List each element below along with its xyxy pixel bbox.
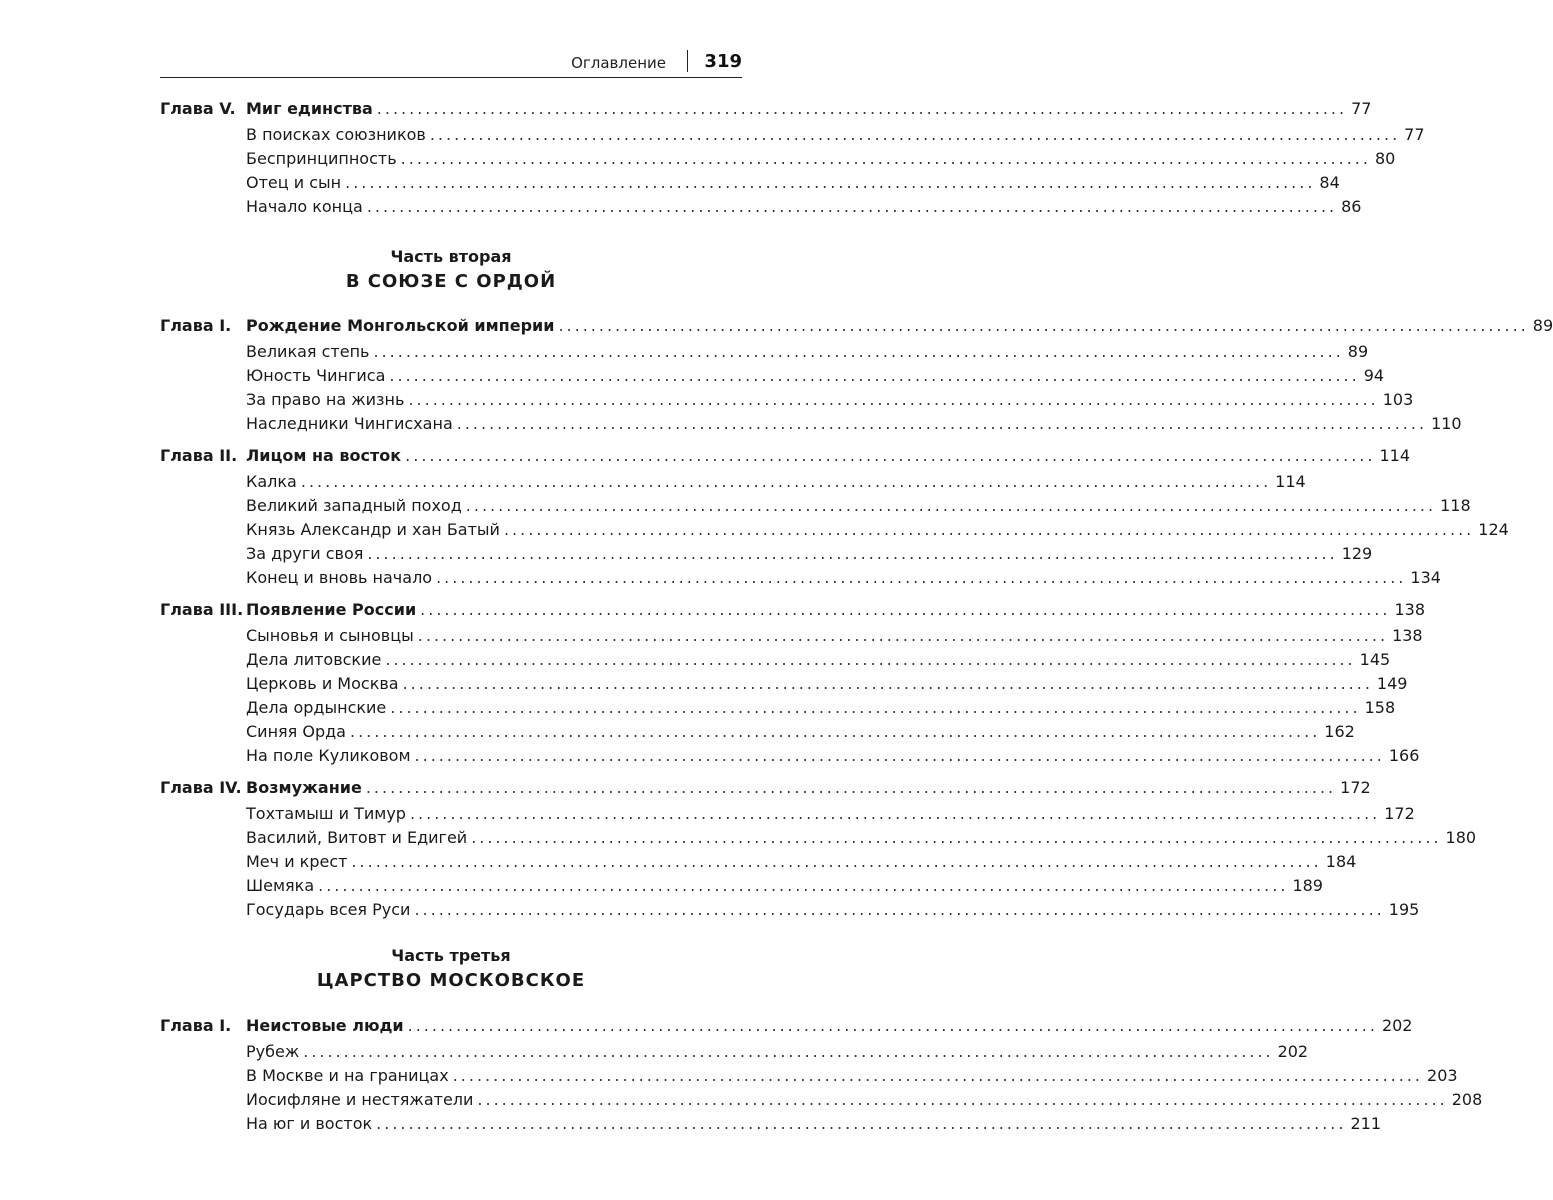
entry-title: Дела литовские (246, 650, 382, 669)
toc-entry[interactable] (246, 1064, 1458, 1088)
entry-page: 184 (1325, 852, 1357, 871)
dot-leader: ........................................................................................................................ (376, 99, 1348, 118)
chapter-label: Глава IV. (160, 778, 242, 797)
toc-entry[interactable] (246, 123, 1425, 147)
entry-page: 202 (1381, 1016, 1413, 1035)
toc-entry[interactable] (246, 874, 1323, 898)
dot-leader: ........................................................................................................................ (390, 698, 1361, 717)
dot-leader: ........................................................................................................................ (465, 496, 1437, 515)
entry-page: 172 (1340, 778, 1371, 797)
entry-page: 89 (1347, 342, 1369, 361)
entry-page: 211 (1350, 1114, 1382, 1133)
toc-entry[interactable] (246, 898, 1420, 922)
toc-entry[interactable] (246, 1088, 1483, 1112)
entry-title: Шемяка (246, 876, 315, 895)
toc-entry[interactable] (246, 624, 1423, 648)
part-title: В СОЮЗЕ С ОРДОЙ (345, 271, 557, 292)
entry-title: Синяя Орда (246, 722, 346, 741)
entry-title: Лицом на восток (246, 446, 402, 465)
dot-leader: ........................................................................................................................ (409, 804, 1381, 823)
entry-page: 86 (1341, 197, 1362, 216)
dot-leader: ........................................................................................................................ (367, 544, 1338, 563)
dot-leader: ........................................................................................................................ (417, 626, 1389, 645)
entry-page: 172 (1384, 804, 1415, 823)
entry-page: 80 (1374, 149, 1396, 168)
entry-page: 158 (1364, 698, 1396, 717)
entry-title: Наследники Чингисхана (246, 414, 453, 433)
entry-page: 77 (1404, 125, 1425, 144)
dot-leader: ........................................................................................................................ (408, 390, 1379, 409)
dot-leader: ........................................................................................................................ (385, 650, 1356, 669)
toc-entry[interactable] (246, 147, 1396, 171)
toc-entry[interactable] (246, 720, 1355, 744)
dot-leader: ........................................................................................................................ (452, 1066, 1424, 1085)
toc-entry[interactable] (246, 744, 1420, 768)
dot-leader: ........................................................................................................................ (414, 900, 1385, 919)
toc-chapter-entry[interactable] (246, 1014, 1413, 1038)
toc-entry[interactable] (246, 1040, 1309, 1064)
entry-title: Василий, Витовт и Едигей (246, 828, 468, 847)
chapter-label: Глава V. (160, 99, 236, 118)
entry-title: На юг и восток (246, 1114, 373, 1133)
toc-entry[interactable] (246, 1112, 1382, 1136)
dot-leader: ........................................................................................................................ (503, 520, 1475, 539)
entry-title: Рождение Монгольской империи (246, 316, 555, 335)
entry-title: В поисках союзников (246, 125, 426, 144)
entry-title: Великий западный поход (246, 496, 462, 515)
running-header-title: Оглавление (571, 54, 666, 72)
entry-page: 138 (1394, 600, 1426, 619)
dot-leader: ........................................................................................................................ (300, 472, 1272, 491)
dot-leader: ........................................................................................................................ (558, 316, 1529, 335)
entry-page: 202 (1277, 1042, 1309, 1061)
dot-leader: ........................................................................................................................ (471, 828, 1442, 847)
toc-entry[interactable] (246, 802, 1415, 826)
entry-page: 149 (1376, 674, 1408, 693)
dot-leader: ........................................................................................................................ (345, 173, 1316, 192)
chapter-label: Глава I. (160, 316, 232, 335)
dot-leader: ........................................................................................................................ (400, 149, 1371, 168)
entry-title: На поле Куликовом (246, 746, 411, 765)
dot-leader: ........................................................................................................................ (420, 600, 1391, 619)
entry-title: Начало конца (246, 197, 363, 216)
chapter-label: Глава II. (160, 446, 238, 465)
entry-title: Иосифляне и нестяжатели (246, 1090, 474, 1109)
entry-title: Рубеж (246, 1042, 300, 1061)
entry-title: Государь всея Руси (246, 900, 411, 919)
dot-leader: ........................................................................................................................ (366, 197, 1338, 216)
entry-title: За право на жизнь (246, 390, 405, 409)
dot-leader: ........................................................................................................................ (389, 366, 1360, 385)
entry-title: В Москве и на границах (246, 1066, 449, 1085)
dot-leader: ........................................................................................................................ (365, 778, 1337, 797)
entry-title: Конец и вновь начало (246, 568, 433, 587)
entry-title: Неистовые люди (246, 1016, 404, 1035)
entry-page: 138 (1392, 626, 1423, 645)
dot-leader: ........................................................................................................................ (414, 746, 1385, 765)
entry-title: Меч и крест (246, 852, 348, 871)
toc-entry[interactable] (246, 470, 1306, 494)
entry-title: Беспринципность (246, 149, 397, 168)
page-number: 319 (704, 51, 742, 72)
header-rule (160, 77, 742, 78)
dot-leader: ........................................................................................................................ (376, 1114, 1347, 1133)
toc-entry[interactable] (246, 518, 1509, 542)
entry-title: Князь Александр и хан Батый (246, 520, 500, 539)
entry-title: За други своя (246, 544, 364, 563)
dot-leader: ........................................................................................................................ (407, 1016, 1378, 1035)
entry-page: 114 (1275, 472, 1306, 491)
toc-entry[interactable] (246, 412, 1462, 436)
entry-page: 114 (1379, 446, 1411, 465)
toc-entry[interactable] (246, 388, 1414, 412)
toc-entry[interactable] (246, 364, 1385, 388)
entry-page: 180 (1445, 828, 1477, 847)
entry-page: 84 (1319, 173, 1340, 192)
toc-chapter-entry[interactable] (246, 776, 1371, 800)
dot-leader: ........................................................................................................................ (349, 722, 1321, 741)
entry-page: 189 (1292, 876, 1323, 895)
entry-title: Возмужание (246, 778, 362, 797)
entry-page: 77 (1351, 99, 1372, 118)
entry-page: 118 (1440, 496, 1471, 515)
part-label: Часть третья (391, 946, 511, 965)
entry-title: Церковь и Москва (246, 674, 399, 693)
part-title: ЦАРСТВО МОСКОВСКОЕ (316, 970, 586, 991)
header-separator (687, 50, 688, 72)
part-heading (160, 944, 742, 994)
entry-page: 208 (1451, 1090, 1483, 1109)
entry-page: 195 (1388, 900, 1420, 919)
toc-chapter-entry[interactable] (246, 97, 1372, 121)
dot-leader: ........................................................................................................................ (456, 414, 1428, 433)
entry-title: Отец и сын (246, 173, 342, 192)
entry-page: 103 (1382, 390, 1414, 409)
dot-leader: ........................................................................................................................ (405, 446, 1376, 465)
toc-entry[interactable] (246, 171, 1340, 195)
entry-page: 166 (1388, 746, 1420, 765)
dot-leader: ........................................................................................................................ (303, 1042, 1274, 1061)
entry-page: 94 (1363, 366, 1385, 385)
toc-entry[interactable] (246, 826, 1477, 850)
toc-entry[interactable] (246, 648, 1391, 672)
chapter-label: Глава I. (160, 1016, 232, 1035)
dot-leader: ........................................................................................................................ (373, 342, 1344, 361)
entry-page: 89 (1532, 316, 1553, 335)
dot-leader: ........................................................................................................................ (436, 568, 1407, 587)
toc-entry[interactable] (246, 542, 1373, 566)
entry-page: 110 (1431, 414, 1462, 433)
toc-entry[interactable] (246, 340, 1369, 364)
part-label: Часть вторая (390, 247, 512, 266)
entry-page: 203 (1427, 1066, 1458, 1085)
chapter-label: Глава III. (160, 600, 244, 619)
entry-title: Сыновья и сыновцы (246, 626, 414, 645)
entry-title: Тохтамыш и Тимур (246, 804, 406, 823)
entry-title: Калка (246, 472, 297, 491)
toc-entry[interactable] (246, 195, 1362, 219)
entry-page: 145 (1359, 650, 1391, 669)
dot-leader: ........................................................................................................................ (402, 674, 1373, 693)
entry-page: 129 (1341, 544, 1373, 563)
part-heading (160, 245, 742, 295)
entry-page: 124 (1478, 520, 1509, 539)
entry-title: Миг единства (246, 99, 373, 118)
toc-entry[interactable] (246, 672, 1408, 696)
toc-entry[interactable] (246, 850, 1357, 874)
entry-title: Дела ордынские (246, 698, 387, 717)
toc-entry[interactable] (246, 566, 1441, 590)
entry-page: 162 (1324, 722, 1355, 741)
dot-leader: ........................................................................................................................ (477, 1090, 1448, 1109)
entry-title: Юность Чингиса (246, 366, 386, 385)
entry-title: Великая степь (246, 342, 370, 361)
dot-leader: ........................................................................................................................ (429, 125, 1401, 144)
dot-leader: ........................................................................................................................ (318, 876, 1289, 895)
toc-chapter-entry[interactable] (246, 444, 1411, 468)
toc-entry[interactable] (246, 494, 1471, 518)
toc-entry[interactable] (246, 696, 1396, 720)
entry-title: Появление России (246, 600, 417, 619)
toc-chapter-entry[interactable] (246, 598, 1426, 622)
page-header (160, 46, 742, 78)
dot-leader: ........................................................................................................................ (351, 852, 1322, 871)
entry-page: 134 (1410, 568, 1441, 587)
toc-chapter-entry[interactable] (246, 314, 1553, 338)
